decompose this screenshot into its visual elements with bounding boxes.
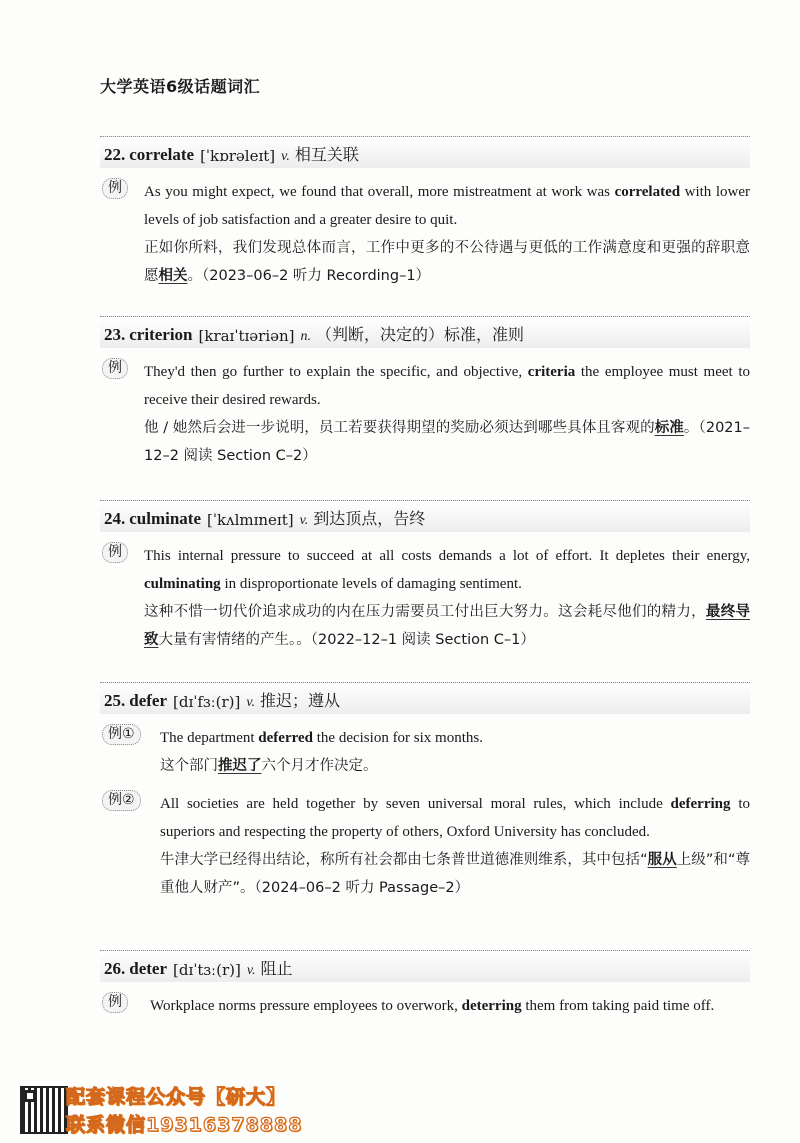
entry-number: 22. [104,145,126,164]
example-english: All societies are held together by seven universal moral rules, which include deferring to superiors and respecting the property of others, Oxford University has concluded. [160,796,750,840]
keyword-translation: 服从 [647,852,677,868]
example-block [100,790,750,902]
page-header: 大学英语6级话题词汇 [100,77,261,96]
entry-meaning: 阻止 [260,959,293,978]
entry-word: deter [129,959,168,978]
example-english: Workplace norms pressure employees to overwork, deterring them from taking paid time off. [150,998,715,1014]
keyword: deferred [258,730,313,746]
entry-phonetic: [ˈkɒrəleɪt] [200,147,276,165]
keyword: correlated [614,184,681,200]
entry-word: culminate [129,509,202,528]
example-chinese: 这种不惜一切代价追求成功的内在压力需要员工付出巨大努力。这会耗尽他们的精力，最终导致大量有害情绪的产生。。（2022–12–1 阅读 Section C–1） [144,604,750,648]
vocab-entry-criterion [100,316,750,470]
entry-part-of-speech: v. [281,149,290,164]
vocab-entry-deter [100,950,750,1020]
example-chinese: 牛津大学已经得出结论，称所有社会都由七条普世道德准则维系，其中包括“服从上级”和“尊重他人财产”。（2024–06–2 听力 Passage–2） [160,852,751,896]
example-label: 例① [102,724,141,745]
example-english: They'd then go further to explain the specific, and objective, criteria the employee must meet to receive their desired rewards. [144,364,750,408]
keyword: deterring [461,998,522,1014]
entry-number: 23. [104,325,126,344]
promo-watermark-line2: 联系微信19316378888 [66,1114,303,1136]
entry-phonetic: [dɪˈfɜː(r)] [173,693,241,711]
entry-meaning: 推迟；遵从 [260,691,341,710]
example-chinese: 他 / 她然后会进一步说明，员工若要获得期望的奖励必须达到哪些具体且客观的标准。（2021–12–2 阅读 Section C–2） [144,420,750,464]
keyword: deferring [670,796,731,812]
example-label: 例 [102,992,128,1013]
promo-watermark-line1: 配套课程公众号【研大】 [66,1086,287,1108]
entry-word: defer [129,691,168,710]
entry-word: criterion [129,325,193,344]
example-english: This internal pressure to succeed at all costs demands a lot of effort. It depletes their energy, culminating in disproportionate levels of damaging sentiment. [144,548,750,592]
keyword-translation: 标准 [654,420,684,436]
entry-number: 25. [104,691,126,710]
vocab-entry-correlate [100,136,750,290]
example-chinese: 这个部门推迟了六个月才作决定。 [160,758,378,774]
qr-code-icon [20,1086,68,1134]
entry-heading [100,136,750,168]
entry-part-of-speech: n. [300,329,312,344]
example-block [100,542,750,654]
example-label: 例 [102,358,128,379]
example-english: The department deferred the decision for six months. [160,730,483,746]
keyword: culminating [144,576,221,592]
example-block [100,992,750,1020]
keyword: criteria [527,364,576,380]
keyword-translation: 相关 [158,268,188,284]
example-block [100,724,750,780]
keyword-translation: 推迟了 [218,758,262,774]
entry-word: correlate [129,145,195,164]
example-block [100,178,750,290]
entry-phonetic: [kraɪˈtɪəriən] [198,327,295,345]
entry-number: 26. [104,959,126,978]
example-label: 例 [102,178,128,199]
keyword-translation: 最终导致 [144,604,750,648]
entry-heading [100,950,750,982]
entry-phonetic: [ˈkʌlmɪneɪt] [207,511,294,529]
entry-phonetic: [dɪˈtɜː(r)] [173,961,241,979]
example-block [100,358,750,470]
entry-heading [100,682,750,714]
entry-meaning: （判断，决定的）标准，准则 [316,325,525,344]
entry-number: 24. [104,509,126,528]
vocab-entry-culminate [100,500,750,654]
entry-part-of-speech: v. [246,963,256,978]
entry-meaning: 到达顶点，告终 [313,509,426,528]
example-english: As you might expect, we found that overall, more mistreatment at work was correlated with lower levels of job satisfaction and a greater desire to quit. [144,184,750,228]
entry-heading [100,500,750,532]
entry-heading [100,316,750,348]
example-label: 例 [102,542,128,563]
entry-meaning: 相互关联 [294,145,359,164]
vocab-entry-defer [100,682,750,902]
example-chinese: 正如你所料，我们发现总体而言，工作中更多的不公待遇与更低的工作满意度和更强的辞职意愿相关。（2023–06–2 听力 Recording–1） [144,240,750,284]
entry-part-of-speech: v. [246,695,256,710]
entry-part-of-speech: v. [299,513,309,528]
example-label: 例② [102,790,141,811]
